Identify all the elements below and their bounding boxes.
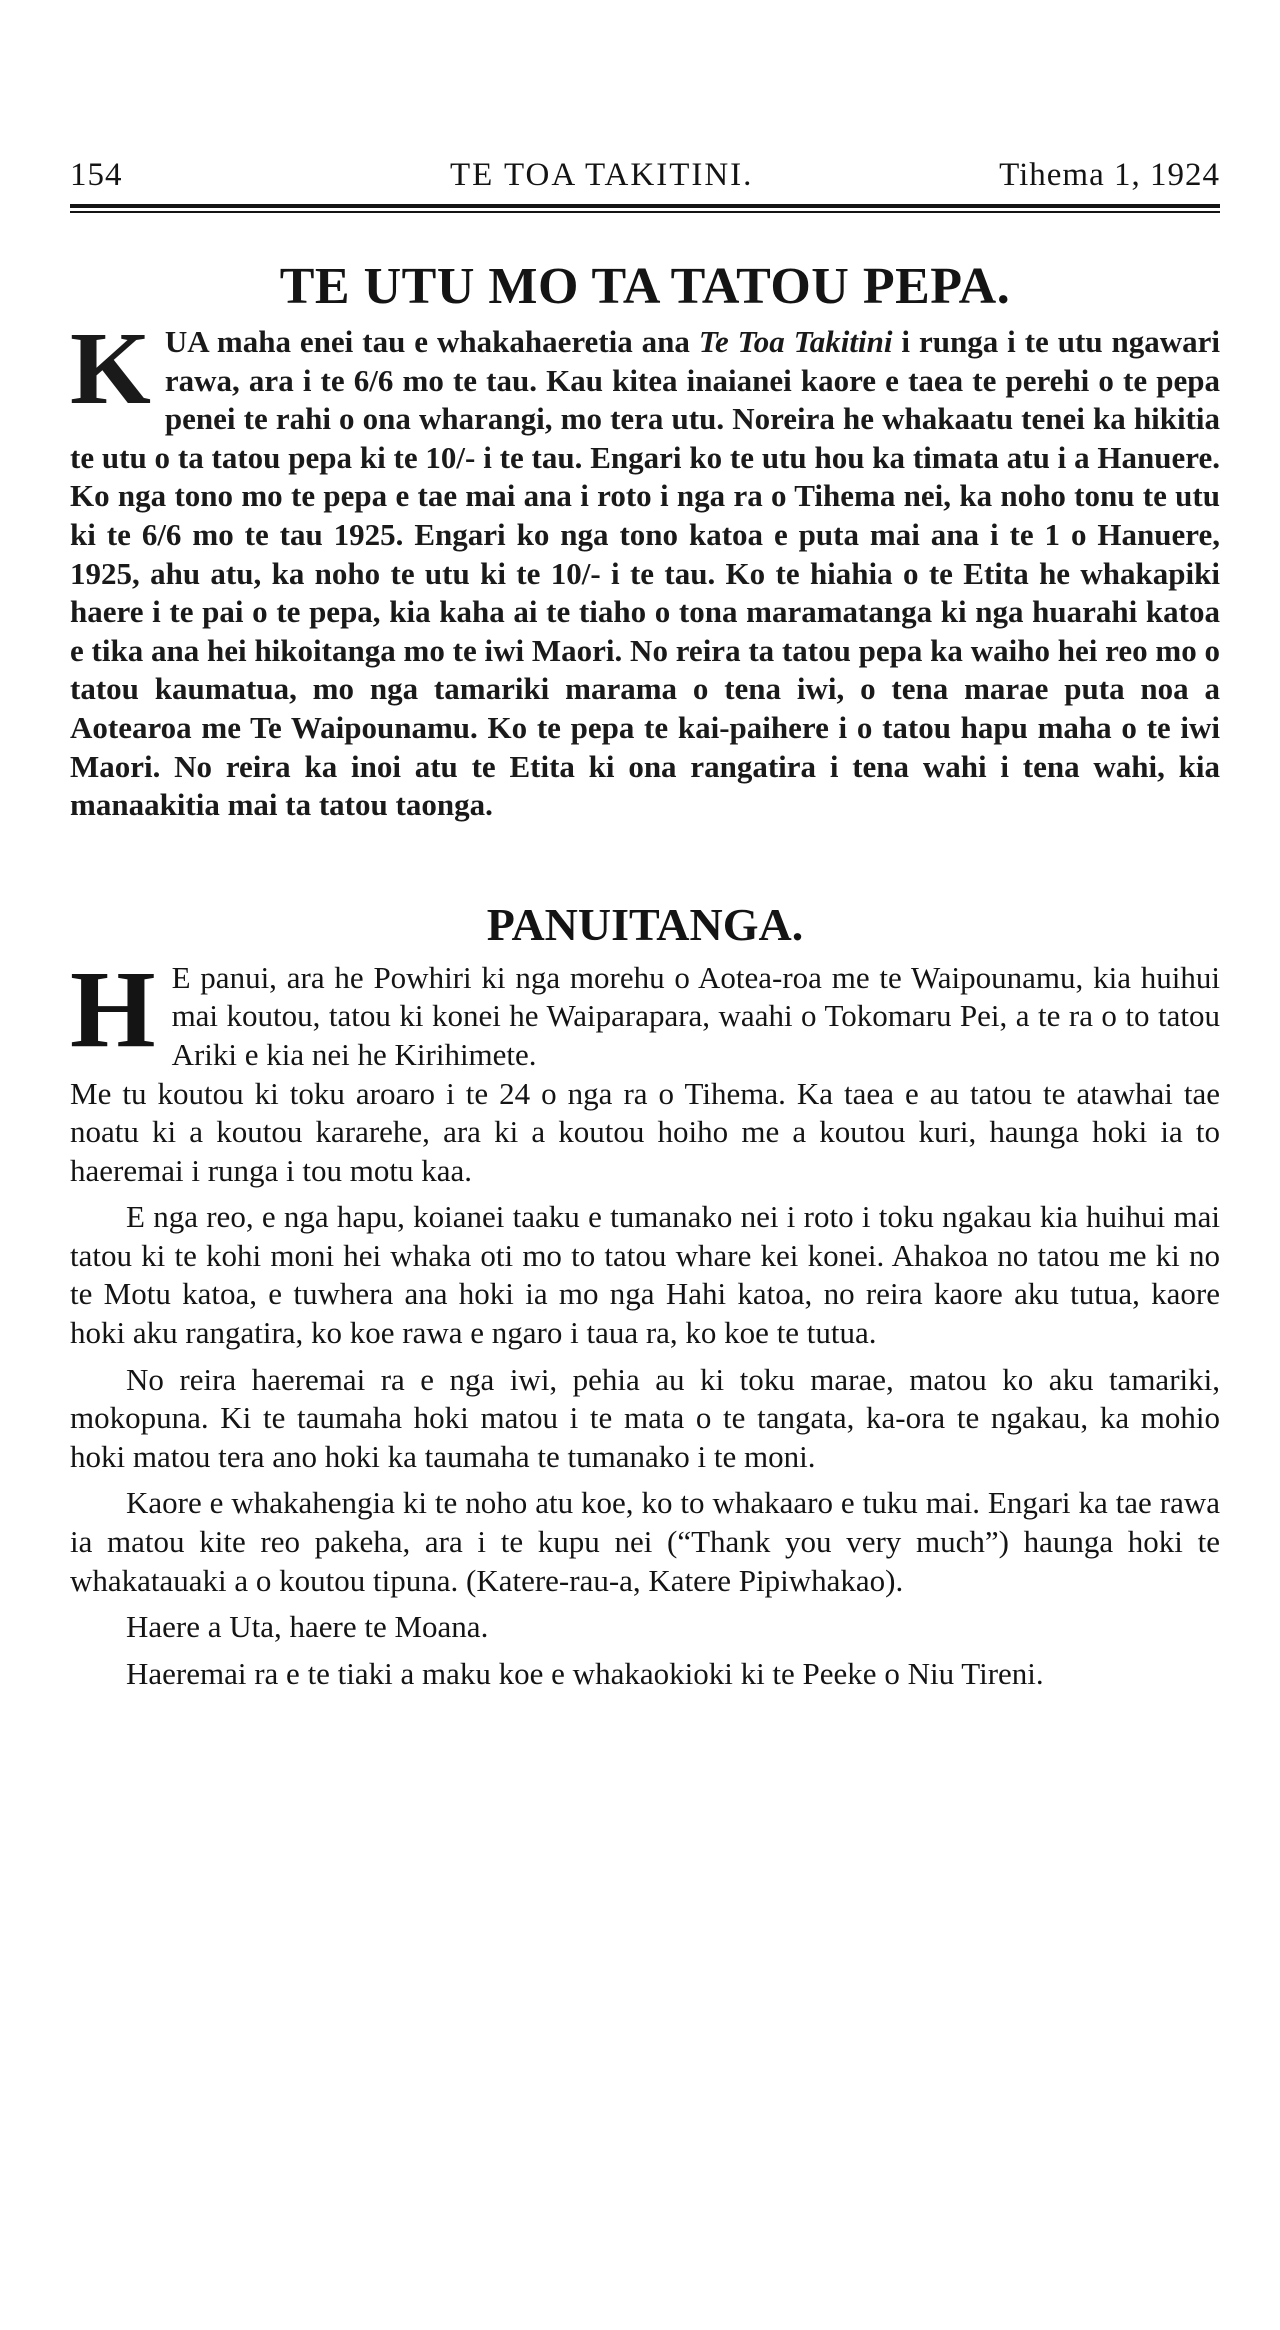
paragraph: No reira haeremai ra e nga iwi, pehia au ki toku marae, matou ko aku tamariki, mokopuna. Ki te taumaha hoki matou i te mata o te tangata, ka-ora te ngakau, ka mohio hoki matou tera ano hoki ka taumaha te tumanako i te moni.: [70, 1361, 1220, 1474]
body-text: UA maha enei tau e whakahaeretia ana: [164, 324, 699, 359]
drop-cap: H: [70, 947, 156, 1070]
body-text: i runga i te utu ngawari rawa, ara i te 6/6 mo te tau. Kau kitea inaianei kaore e taea te perehi o te pepa penei te rahi o ona wharangi, mo tera utu. Noreira he whakaatu tenei ka hikitia te utu o ta tatou pepa ki te 10/- i te tau. Engari ko te utu hou ka timata atu i a Hanuere. Ko nga tono mo te pepa e tae mai ana i roto i nga ra o Tihema nei, ka noho tonu te utu ki te 6/6 mo te tau 1925. Engari ko nga tono katoa e puta mai ana i te 1 o Hanuere, 1925, ahu atu, ka noho te utu ki te 10/- i te tau. Ko te hiahia o te Etita he whakapiki haere i te pai o te pepa, kia kaha ai te tiaho o tona maramatanga ki nga huarahi katoa e tika ana hei hikoitanga mo te iwi Maori. No reira ta tatou pepa ka waiho hei reo mo o tatou kaumatua, mo nga tamariki marama o tena iwi, o tena marae puta noa a Aotearoa me Te Waipounamu. Ko te pepa te kai-paihere i o tatou hapu maha o te iwi Maori. No reira ka inoi atu te Etita ki ona rangatira i tena wahi i tena wahi, kia manaakitia mai ta tatou taonga.: [70, 324, 1221, 823]
issue-date: Tihema 1, 1924: [999, 157, 1220, 193]
section-title: PANUITANGA.: [486, 898, 804, 950]
article-title: TE UTU MO TA TATOU PEPA.: [279, 258, 1011, 315]
paragraph-text: E panui, ara he Powhiri ki nga morehu o Aotea-roa me te Waipounamu, kia huihui mai koutou, tatou ki konei he Waiparapara, waahi o Tokomaru Pei, a te ra o to tatou Ariki e kia nei he Kirihimete.: [171, 959, 1220, 1072]
running-head: [70, 150, 1220, 200]
paragraph: Kaore e whakahengia ki te noho atu koe, ko to whakaaro e tuku mai. Engari ka tae rawa ia matou kite reo pakeha, ara i te kupu nei (“Thank you very much”) haunga hoki te whakatauaki a o koutou tipuna. (Katere-rau-a, Katere Pipiwhakao).: [70, 1485, 1220, 1598]
paragraph: Haeremai ra e te tiaki a maku koe e whakaokioki ki te Peeke o Niu Tireni.: [126, 1655, 1044, 1691]
drop-cap: K: [70, 311, 151, 426]
paragraph: Haere a Uta, haere te Moana.: [126, 1609, 489, 1645]
header-rule: [70, 204, 1220, 213]
paragraph: [70, 947, 1220, 1075]
page: [70, 150, 1220, 1693]
paragraph: E nga reo, e nga hapu, koianei taaku e tumanako nei i roto i toku ngakau kia huihui mai tatou ki te kohi moni hei whaka oti mo to tatou whare kei konei. Ahakoa no tatou me ki no te Motu katoa, e tuwhera ana hoki ia mo nga Hahi katoa, no reira kaore aku tutua, kaore hoki aku rangatira, ko koe rawa e ngaro i taua ra, ko koe te tutua.: [70, 1199, 1220, 1351]
article-body: [70, 311, 1221, 825]
journal-name-italic: Te Toa Takitini: [698, 324, 893, 359]
journal-title: TE TOA TAKITINI.: [450, 157, 754, 193]
article-notice: [70, 947, 1220, 1694]
paragraph: Me tu koutou ki toku aroaro i te 24 o nga ra o Tihema. Ka taea e au tatou te atawhai tae noatu ki a koutou kararehe, ara ki a koutou hoiho me a koutou kuri, haunga hoki ia to haeremai i runga i tou motu kaa.: [70, 1075, 1220, 1188]
page-number: 154: [70, 157, 123, 193]
article-subscription: [70, 311, 1221, 825]
